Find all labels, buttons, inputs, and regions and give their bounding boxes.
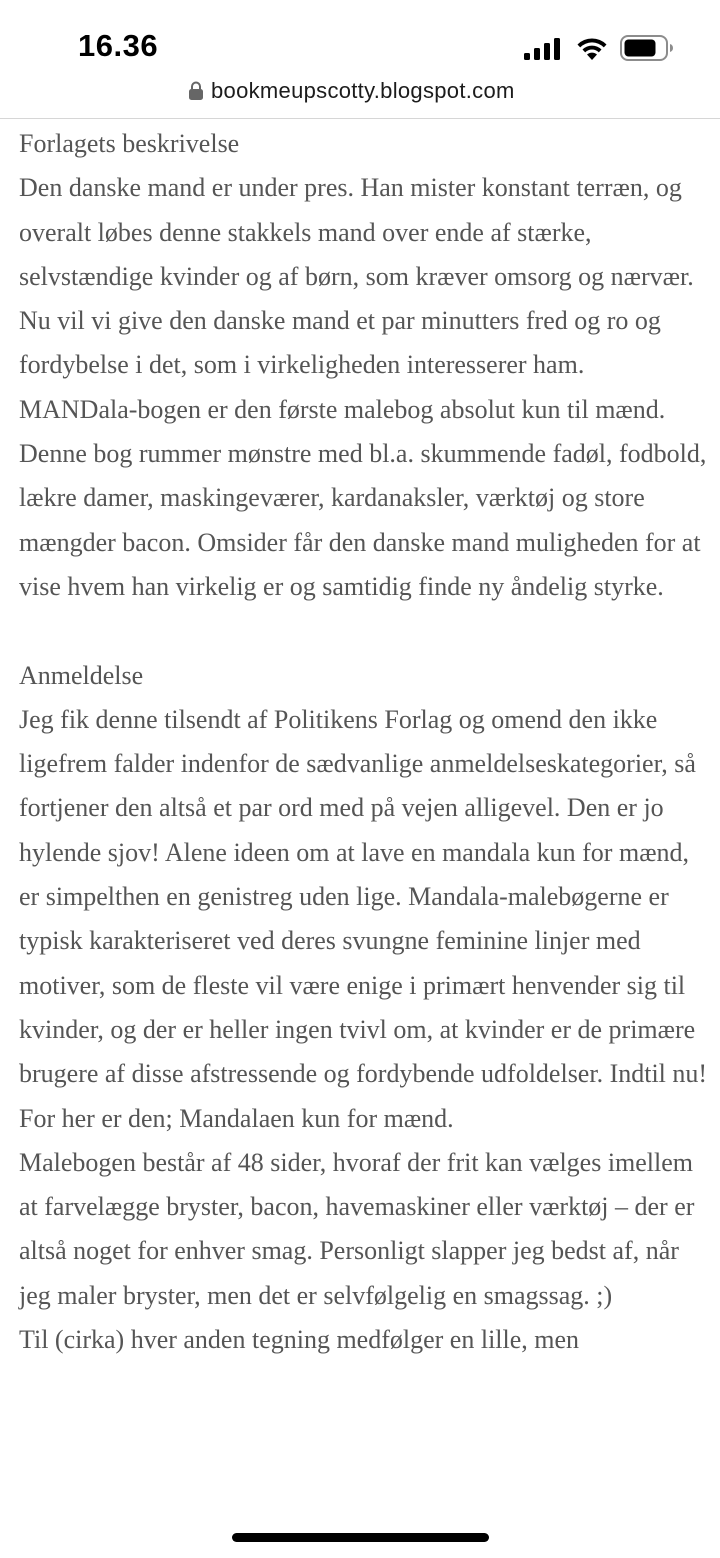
article-content [19, 122, 709, 1362]
paragraph-spacer [19, 609, 709, 653]
address-bar[interactable] [0, 72, 720, 119]
home-indicator[interactable] [232, 1533, 489, 1542]
cellular-signal-icon [524, 38, 564, 60]
status-time: 16.36 [78, 28, 159, 63]
review-paragraph: Til (cirka) hver anden tegning medfølger en lille, men [19, 1325, 580, 1355]
lock-icon [188, 81, 204, 101]
review-paragraph: Jeg fik denne tilsendt af Politikens Forlag og omend den ikke ligefrem falder indenfor de sædvanlige anmeldelseskategorier, så fortjener den altså et par ord med på vejen alligevel. Den er jo hylende sjov! Alene ideen om at lave en mandala kun for mænd, er simpelthen en genistreg uden lige. Mandala-malebøgerne er typisk karakteriseret ved deres svungne feminine linjer med motiver, som de fleste vil være enige i primært henvender sig til kvinder, og der er heller ingen tvivl om, at kvinder er de primære brugere af disse afstressende og fordybende udfoldelser. Indtil nu! For her er den; Mandalaen kun for mænd. [19, 704, 708, 1133]
review-paragraph: Malebogen består af 48 sider, hvoraf der frit kan vælges imellem at farvelægge bryster, bacon, havemaskiner eller værktøj – der er altså noget for enhver smag. Personligt slapper jeg bedst af, når jeg maler bryster, men det er selvfølgelig en smagssag. ;) [19, 1147, 695, 1310]
url-text[interactable]: bookmeupscotty.blogspot.com [211, 78, 515, 103]
section-heading-review: Anmeldelse [19, 660, 144, 690]
description-paragraph: Den danske mand er under pres. Han mister konstant terræn, og overalt løbes denne stakkels mand over ende af stærke, selvstændige kvinder og af børn, som kræver omsorg og nærvær. Nu vil vi give den danske mand et par minutters fred og ro og fordybelse i det, som i virkeligheden interesserer ham. MANDala-bogen er den første malebog absolut kun til mænd. Denne bog rummer mønstre med bl.a. skummende fadøl, fodbold, lækre damer, maskingeværer, kardanaksler, værktøj og store mængder bacon. Omsider får den danske mand muligheden for at vise hvem han virkelig er og samtidig finde ny åndelig styrke. [19, 173, 707, 601]
section-heading-description: Forlagets beskrivelse [19, 129, 240, 158]
battery-icon [620, 35, 674, 61]
wifi-icon [575, 35, 609, 61]
status-bar [0, 0, 720, 72]
